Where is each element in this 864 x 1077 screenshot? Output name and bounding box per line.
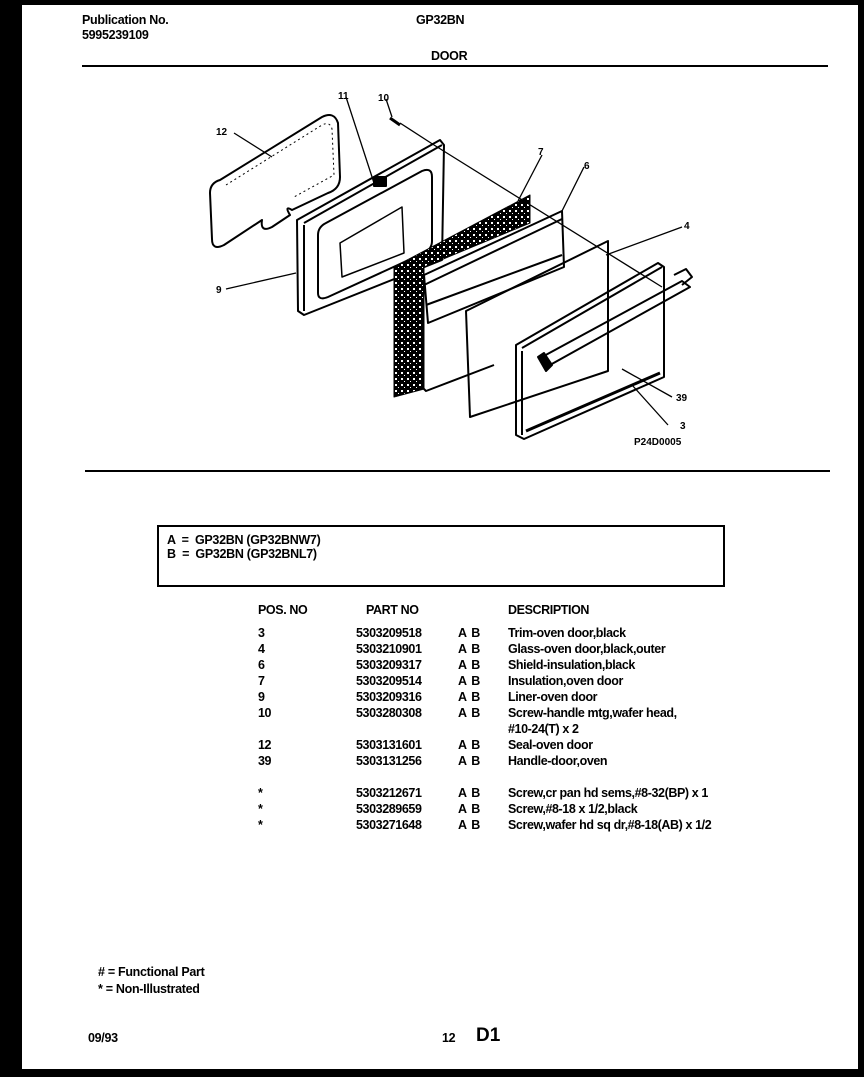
- footer-page-number: 12: [442, 1031, 456, 1045]
- callout-10: 10: [378, 93, 390, 104]
- col-pos-no: POS. NO: [258, 603, 308, 617]
- callout-7: 7: [538, 147, 544, 158]
- publication-label: Publication No.: [82, 13, 169, 27]
- section-title: DOOR: [431, 49, 468, 63]
- parts-page: [22, 5, 858, 1069]
- callout-4: 4: [684, 221, 690, 232]
- col-description: DESCRIPTION: [508, 603, 590, 617]
- figure-id: P24D0005: [634, 437, 682, 448]
- legend-non-illustrated: * = Non-Illustrated: [98, 982, 200, 996]
- callout-3: 3: [680, 421, 686, 432]
- footer-section-code: D1: [476, 1025, 501, 1046]
- model-number: GP32BN: [416, 13, 465, 27]
- callout-12: 12: [216, 127, 228, 138]
- model-legend-box: [157, 525, 725, 587]
- footer-date: 09/93: [88, 1031, 118, 1045]
- callout-9: 9: [216, 285, 222, 296]
- legend-functional: # = Functional Part: [98, 965, 205, 979]
- parts-table: POS. NO PART NO DESCRIPTION 3 5303209518 A B Trim-oven door,black 4 5303210901 A B Glass-oven door,black,outer 6 5303209317 A B Shield-insulation,black 7 5303209514 A B Insulation,oven door 9 5303209316 A B Liner-oven door 10 5303280308 A B Screw-handle mtg,wafer head, #10-24(T) x 2 12 5303131601 A B Seal-oven door 39 5303131256 A B Handle-door,oven * 5303212671 A B Screw,cr pan hd sems,#8-32(BP) x 1 * 5303289659 A B Screw,#8-18 x 1/2,black * 5303271648 A B Screw,wafer hd sq dr,#8-18(AB) x 1/2: [258, 603, 712, 832]
- callout-39: 39: [676, 393, 688, 404]
- callout-6: 6: [584, 161, 590, 172]
- model-b: B = GP32BN (GP32BNL7): [167, 547, 317, 561]
- diagram-rule: [85, 470, 830, 472]
- col-part-no: PART NO: [366, 603, 419, 617]
- oven-door-exploded-view-icon: [22, 5, 858, 465]
- callout-11: 11: [338, 91, 349, 102]
- publication-number: 5995239109: [82, 28, 149, 42]
- model-a: A = GP32BN (GP32BNW7): [167, 533, 321, 547]
